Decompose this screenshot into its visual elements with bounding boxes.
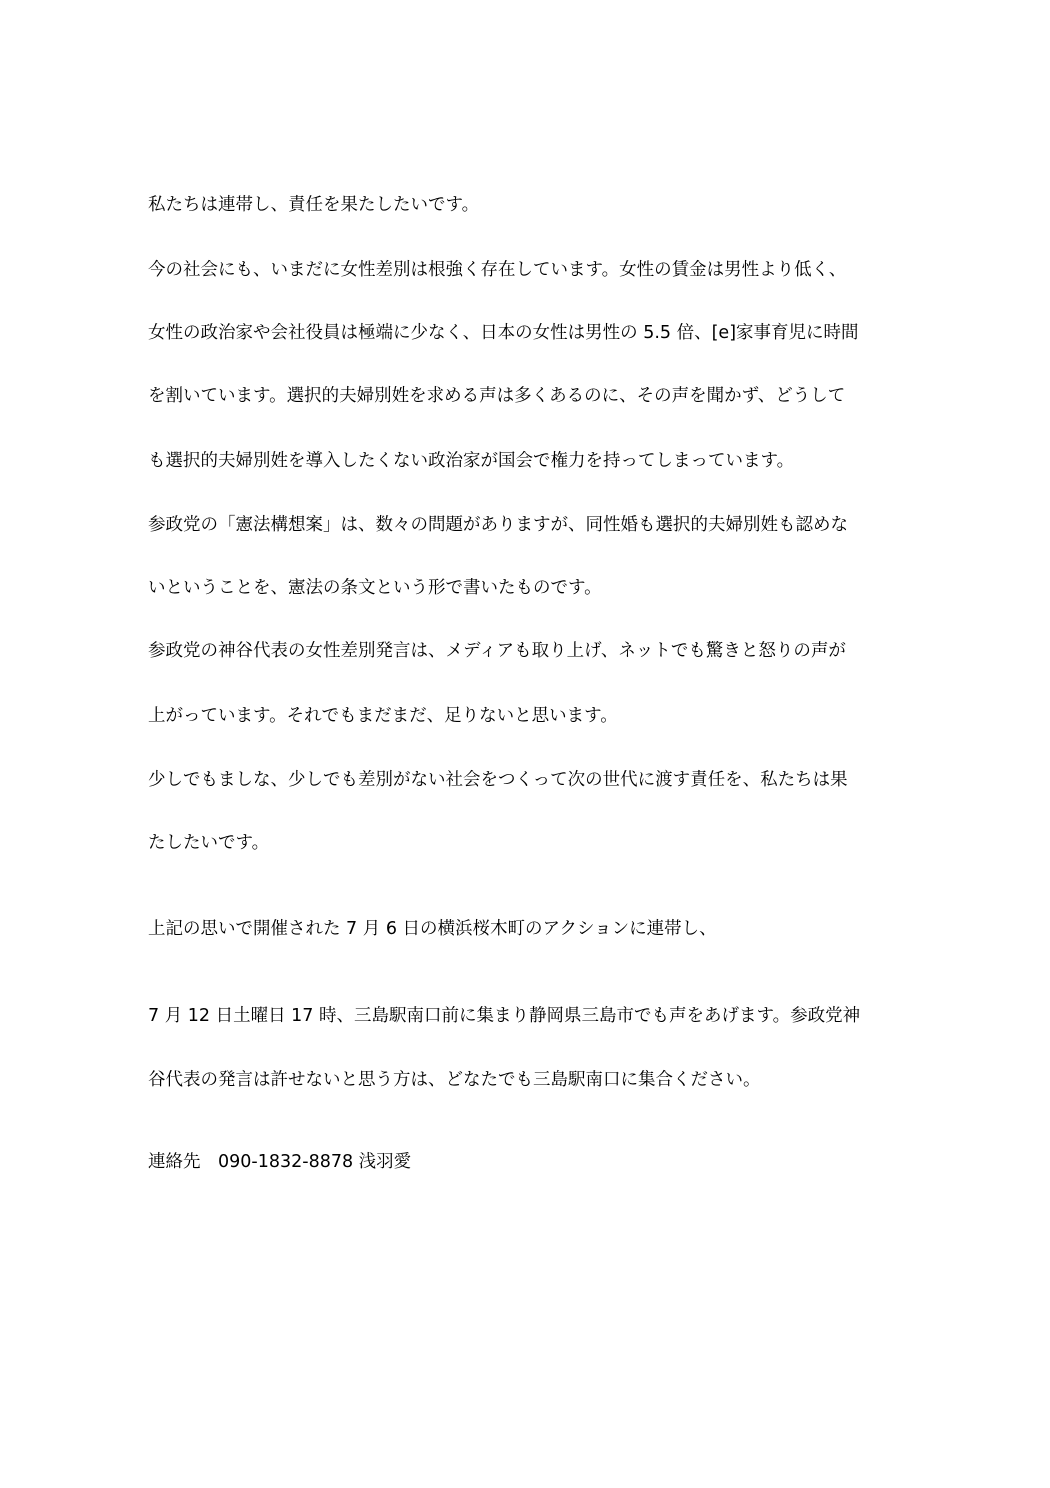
paragraph-line: 谷代表の発言は許せないと思う方は、どなたでも三島駅南口に集合ください。 — [148, 1070, 761, 1090]
paragraph-line: 女性の政治家や会社役員は極端に少なく、日本の女性は男性の 5.5 倍、[e]家事育児に時間 — [148, 323, 859, 343]
paragraph-line: 少しでもましな、少しでも差別がない社会をつくって次の世代に渡す責任を、私たちは果 — [148, 770, 848, 790]
paragraph-line: を割いています。選択的夫婦別姓を求める声は多くあるのに、その声を聞かず、どうして — [148, 386, 846, 406]
paragraph-line: 上がっています。それでもまだまだ、足りないと思います。 — [148, 706, 618, 726]
paragraph-line: 参政党の神谷代表の女性差別発言は、メディアも取り上げ、ネットでも驚きと怒りの声が — [148, 641, 846, 661]
paragraph-line: 上記の思いで開催された 7 月 6 日の横浜桜木町のアクションに連帯し、 — [148, 919, 717, 939]
paragraph-line: 参政党の「憲法構想案」は、数々の問題がありますが、同性婚も選択的夫婦別姓も認めな — [148, 515, 848, 535]
paragraph-line: 私たちは連帯し、責任を果たしたいです。 — [148, 195, 480, 215]
paragraph-line: いということを、憲法の条文という形で書いたものです。 — [148, 578, 602, 598]
paragraph-line: も選択的夫婦別姓を導入したくない政治家が国会で権力を持ってしまっています。 — [148, 451, 795, 471]
contact-line: 連絡先 090-1832-8878 浅羽愛 — [148, 1152, 412, 1172]
paragraph-line: 7 月 12 日土曜日 17 時、三島駅南口前に集まり静岡県三島市でも声をあげます。参政党神 — [148, 1006, 861, 1026]
paragraph-line: たしたいです。 — [148, 833, 270, 853]
paragraph-line: 今の社会にも、いまだに女性差別は根強く存在しています。女性の賃金は男性より低く、 — [148, 260, 847, 280]
